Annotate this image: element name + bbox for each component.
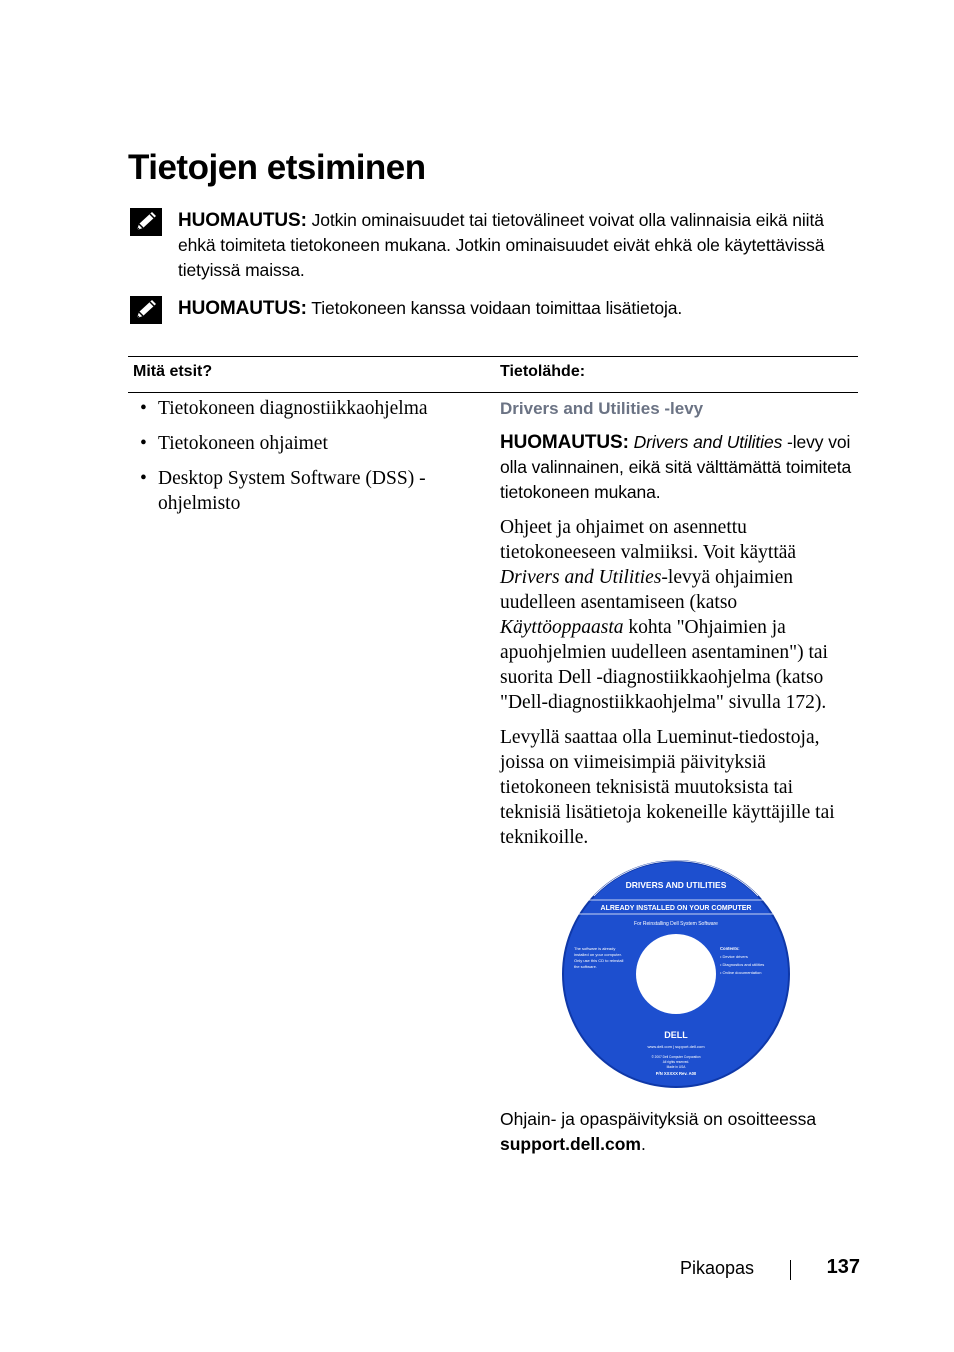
page-title: Tietojen etsiminen bbox=[128, 148, 426, 187]
paragraph-2: Levyllä saattaa olla Lueminut-tiedostoja, joissa on viimeisimpiä päivityksiä tietokoneen teknisistä muutoksista tai teknisiä lisätietoja kokeneille käyttäjille tai teknikoille. bbox=[500, 727, 835, 848]
page-footer bbox=[0, 1256, 954, 1282]
cd-left-line: the software. bbox=[574, 964, 597, 969]
cd-fine: All rights reserved. bbox=[662, 1060, 690, 1064]
update-note-text: Ohjain- ja opaspäivityksiä on osoitteessa bbox=[500, 1109, 817, 1129]
para1-italic-1: Drivers and Utilities bbox=[500, 567, 662, 588]
cd-fine: Made in USA bbox=[666, 1065, 686, 1069]
paragraph-1 bbox=[500, 515, 858, 715]
list-item bbox=[128, 431, 458, 456]
pencil-note-icon bbox=[130, 296, 162, 324]
cd-note-rest: -levy voi olla valinnainen, eikä sitä välttämättä toimiteta tietokoneen mukana. bbox=[500, 432, 852, 502]
right-column bbox=[500, 396, 858, 1157]
cd-left-line: The software is already bbox=[574, 946, 616, 951]
bullet: • bbox=[140, 398, 147, 419]
note-1-text bbox=[178, 208, 860, 283]
note-1-label: HUOMAUTUS: bbox=[178, 210, 307, 231]
cd-left-line: Only use this CD to reinstall bbox=[574, 958, 624, 963]
cd-right-line: • Device drivers bbox=[720, 954, 748, 959]
para1-italic-2: Käyttöoppaasta bbox=[500, 617, 624, 638]
page-number: 137 bbox=[826, 1256, 860, 1278]
cd-label-1: DRIVERS AND UTILITIES bbox=[625, 880, 727, 890]
bullet: • bbox=[140, 468, 147, 489]
cd-right-line: • Diagnostics and utilities bbox=[720, 962, 765, 967]
cd-disc-icon bbox=[560, 860, 792, 1088]
cd-label-3: For Reinstalling Dell System Software bbox=[634, 921, 718, 927]
cd-left-line: installed on your computer. bbox=[574, 952, 622, 957]
header-source: Tietolähde: bbox=[500, 363, 586, 380]
note-2 bbox=[130, 296, 860, 321]
cd-label-2: ALREADY INSTALLED ON YOUR COMPUTER bbox=[600, 905, 752, 912]
cd-part: P/N XXXXX Rev. A00 bbox=[655, 1071, 697, 1076]
footer-section: Pikaopas bbox=[679, 1258, 754, 1278]
cd-note-italic: Drivers and Utilities bbox=[633, 432, 783, 452]
cd-brand: DELL bbox=[664, 1030, 688, 1040]
para1-a: Ohjeet ja ohjaimet on asennettu tietokoneeseen valmiiksi. Voit käyttää bbox=[500, 517, 797, 563]
update-note-end: . bbox=[640, 1134, 646, 1154]
note-2-text bbox=[178, 296, 860, 321]
para1-e: kohta "Ohjaimien ja apuohjelmien uudelleen asentaminen") tai suorita Dell -diagnostiikkaohjelma (katso "Dell-diagnostiikkaohjelma" sivulla 172). bbox=[500, 617, 828, 713]
support-link[interactable]: support.dell.com bbox=[500, 1134, 641, 1154]
cd-right-line: • Online documentation bbox=[720, 970, 762, 975]
pencil-note-icon bbox=[130, 208, 162, 236]
cd-right-line: Contents: bbox=[720, 946, 740, 951]
info-table bbox=[128, 356, 858, 393]
cd-note bbox=[500, 430, 858, 505]
note-1-body: Jotkin ominaisuudet tai tietovälineet voivat olla valinnaisia eikä niitä ehkä toimiteta tietokoneen mukana. Jotkin ominaisuudet eivät ehkä ole käytettävissä tietyissä maissa. bbox=[178, 210, 825, 280]
left-column bbox=[128, 396, 458, 526]
cd-image bbox=[500, 860, 858, 1093]
list-item bbox=[128, 466, 458, 516]
header-what: Mitä etsit? bbox=[133, 363, 213, 380]
note-2-label: HUOMAUTUS: bbox=[178, 298, 307, 319]
note-1 bbox=[130, 208, 860, 283]
cd-fine: © 2007 Dell Computer Corporation bbox=[651, 1055, 701, 1059]
list-item bbox=[128, 396, 458, 421]
disc-hub bbox=[636, 934, 716, 1014]
note-2-body: Tietokoneen kanssa voidaan toimittaa lisätietoja. bbox=[306, 298, 683, 318]
footer-separator bbox=[790, 1260, 791, 1280]
list-item-text: Desktop System Software (DSS) -ohjelmisto bbox=[158, 468, 426, 514]
table-header-row bbox=[128, 357, 858, 392]
section-title: Drivers and Utilities -levy bbox=[500, 399, 704, 418]
cd-url: www.dell.com | support.dell.com bbox=[647, 1044, 705, 1049]
para1-c: -levyä ohjaimien uudelleen asentamiseen (katso bbox=[500, 567, 793, 613]
update-note bbox=[500, 1107, 858, 1157]
list-item-text: Tietokoneen ohjaimet bbox=[158, 433, 328, 454]
list-item-text: Tietokoneen diagnostiikkaohjelma bbox=[158, 398, 428, 419]
table-header-rule bbox=[128, 392, 858, 393]
bullet: • bbox=[140, 433, 147, 454]
search-topics-list bbox=[128, 396, 458, 516]
cd-note-label: HUOMAUTUS: bbox=[500, 432, 629, 453]
